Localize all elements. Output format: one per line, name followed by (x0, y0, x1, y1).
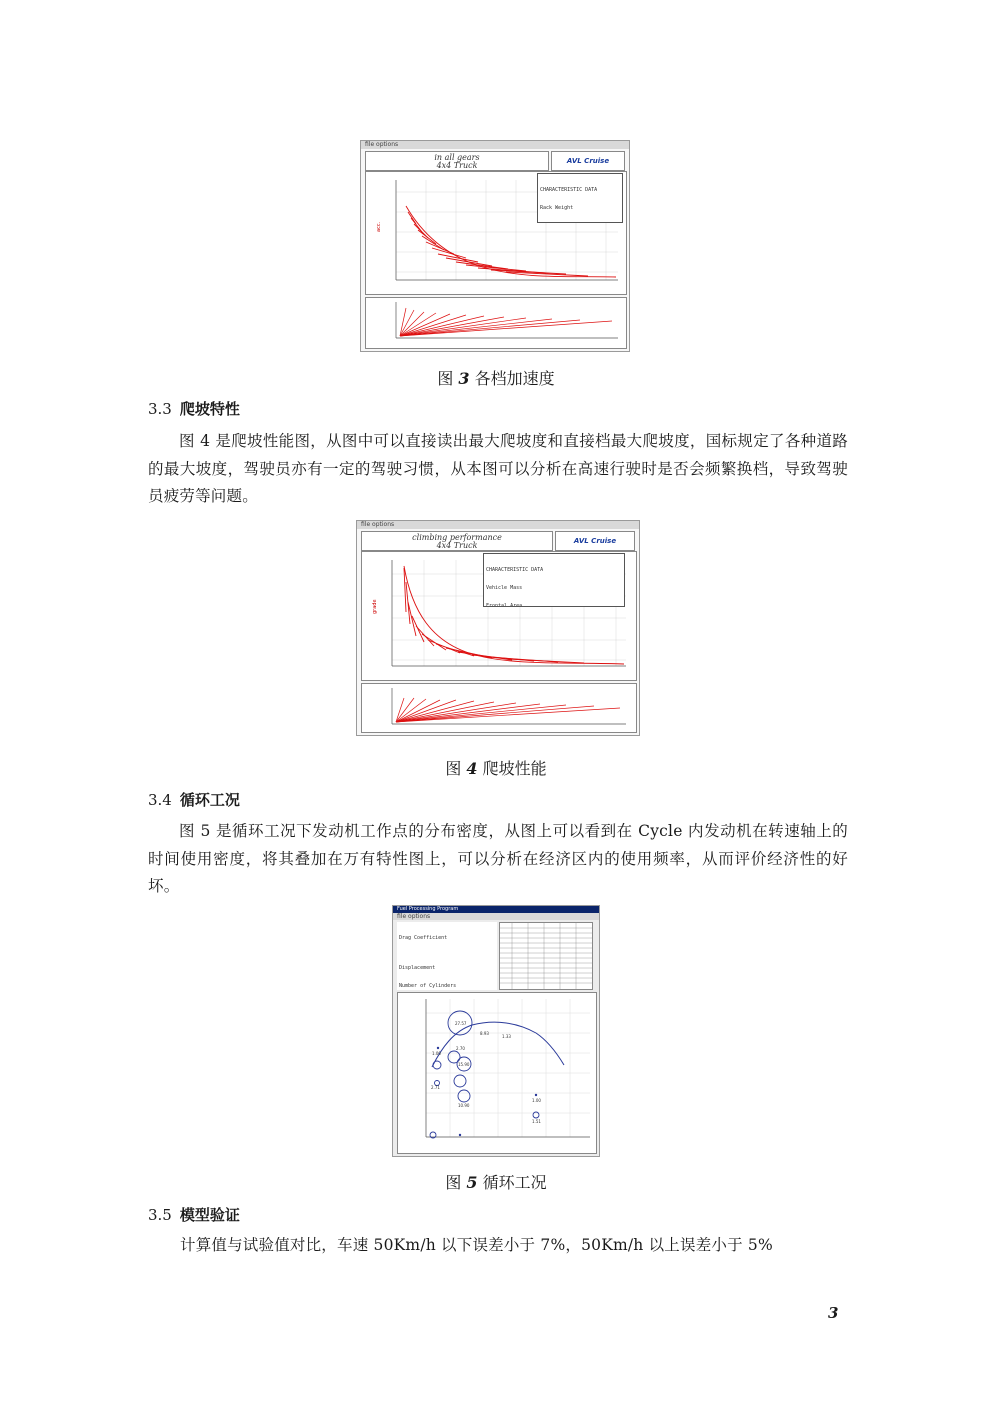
figure-4-title-line2: 4x4 Truck (436, 541, 478, 550)
figure-5-bubble-label: 1.33 (502, 1034, 511, 1039)
figure-4-info-line: Frontal Area (486, 603, 523, 607)
section-3-4-heading (148, 789, 240, 810)
figure-4-info-heading: CHARACTERISTIC DATA (486, 567, 544, 573)
figure-5-data-table-grid (500, 923, 592, 989)
figure-5-bubble-label: 15.90 (458, 1062, 470, 1067)
figure-3-menubar: file options (361, 141, 629, 149)
section-3-5-title: 模型验证 (179, 1206, 240, 1224)
figure-4-info-line: Vehicle Mass (486, 585, 523, 591)
figure-4-screenshot (356, 520, 640, 736)
figure-3-caption-prefix: 图 (437, 369, 454, 388)
figure-3-info-heading: CHARACTERISTIC DATA (540, 187, 598, 193)
figure-4-caption-prefix: 图 (445, 759, 462, 778)
figure-5-caption-prefix: 图 (445, 1173, 462, 1192)
figure-5-bubble-label: 10.90 (458, 1103, 470, 1108)
figure-5-caption-number: 5 (466, 1173, 478, 1192)
figure-5-info-line: Drag Coefficient (399, 935, 448, 941)
section-3-3-title: 爬坡特性 (179, 400, 240, 418)
section-3-4-paragraph: 图 5 是循环工况下发动机工作点的分布密度，从图上可以看到在 Cycle 内发动机在转速轴上的时间使用密度，将其叠加在万有特性图上，可以分析在经济区内的使用频率，从而评价经济性的好坏。 (148, 822, 848, 895)
figure-5-caption (0, 1170, 992, 1193)
figure-3-info-line: Rack Weight (540, 205, 574, 211)
figure-5-bubble-label: 1.00 (432, 1051, 441, 1056)
figure-4-title-line1: climbing performance (412, 533, 502, 542)
section-3-5-number: 3.5 (148, 1206, 172, 1224)
figure-5-bubble-label: 8.93 (480, 1031, 489, 1036)
figure-5-bubble-label: 27.57 (455, 1021, 467, 1026)
figure-3-title-line1: in all gears (434, 153, 480, 162)
figure-4-brand-logo: AVL Cruise (555, 531, 635, 551)
figure-5-title-bar: Fuel Processing Program (393, 906, 599, 913)
figure-5-bubble-label: 1.00 (532, 1098, 541, 1103)
section-3-3-number: 3.3 (148, 400, 172, 418)
section-3-4-title: 循环工况 (179, 791, 240, 809)
figure-3-header (365, 151, 549, 171)
page-number: 3 (828, 1304, 839, 1322)
figure-5-screenshot (392, 905, 600, 1157)
section-3-3-paragraph: 图 4 是爬坡性能图，从图中可以直接读出最大爬坡度和直接档最大爬坡度，国标规定了各种道路的最大坡度，驾驶员亦有一定的驾驶习惯，从本图可以分析在高速行驶时是否会频繁换档，导致驾驶员疲劳等问题。 (148, 432, 848, 505)
figure-3-caption-text: 各档加速度 (474, 369, 555, 388)
figure-4-menubar: file options (357, 521, 639, 529)
figure-3-caption (0, 366, 992, 389)
section-3-5-paragraph: 计算值与试验值对比，车速 50Km/h 以下误差小于 7%，50Km/h 以上误差小于 5% (180, 1236, 773, 1254)
figure-3-gear-speed-lines (366, 298, 626, 348)
figure-3-screenshot (360, 140, 630, 352)
figure-4-caption (0, 756, 992, 779)
figure-3-characteristic-data (537, 173, 623, 223)
figure-5-operating-point-plot (397, 992, 597, 1154)
figure-5-bubble-label: 1.51 (532, 1119, 541, 1124)
figure-5-data-table (499, 922, 593, 990)
figure-4-caption-number: 4 (466, 759, 478, 778)
section-3-4-number: 3.4 (148, 791, 172, 809)
figure-3-gear-speed-plot (365, 297, 627, 349)
figure-3-caption-number: 3 (458, 369, 470, 388)
figure-4-gear-speed-plot (361, 683, 637, 733)
figure-5-bubble-label: 2.71 (431, 1085, 440, 1090)
svg-text:grade: grade (372, 599, 378, 614)
figure-4-header (361, 531, 553, 551)
figure-5-characteristic-data (397, 922, 497, 990)
figure-4-gear-speed-lines (362, 684, 636, 732)
figure-4-characteristic-data (483, 553, 625, 607)
figure-5-info-line: Number of Cylinders (399, 983, 457, 989)
figure-5-density-chart (398, 993, 596, 1153)
figure-5-info-line: Displacement (399, 965, 436, 971)
figure-3-brand-logo: AVL Cruise (551, 151, 625, 171)
section-3-3-heading (148, 398, 240, 419)
figure-4-caption-text: 爬坡性能 (482, 759, 547, 778)
figure-3-title-line2: 4x4 Truck (436, 161, 478, 170)
svg-text:acc.: acc. (376, 221, 382, 232)
figure-5-bubble-label: 2.70 (456, 1046, 465, 1051)
section-3-5-heading (148, 1204, 240, 1225)
figure-5-menubar: file options (393, 913, 599, 920)
figure-5-caption-text: 循环工况 (482, 1173, 547, 1192)
